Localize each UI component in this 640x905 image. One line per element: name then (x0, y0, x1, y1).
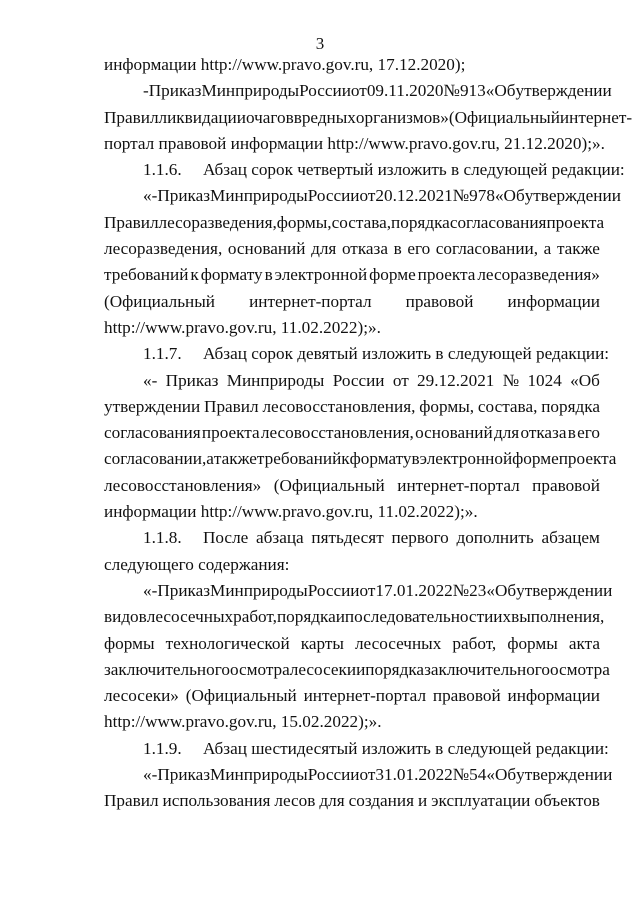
line-text: http://www.pravo.gov.ru, 15.02.2022);». (104, 712, 382, 732)
line-text: Правил использования лесов для создания и эксплуатации объектов (104, 791, 600, 811)
line-text: «- Приказ Минприроды России от 17.01.2022 № 23 «Об утверждении (143, 580, 613, 600)
line-text: http://www.pravo.gov.ru, 11.02.2022);». (104, 317, 381, 337)
text-line (104, 52, 600, 78)
section-number: 1.1.6. (143, 160, 182, 180)
text-line (104, 473, 600, 499)
text-line (104, 78, 612, 104)
text-line (104, 578, 613, 604)
text-line (104, 604, 605, 630)
line-text: «- Приказ Минприроды России от 29.12.2021 № 1024 «Об (143, 370, 600, 390)
section-number: 1.1.7. (143, 344, 182, 364)
line-text: Правил лесоразведения, формы, состава, порядка согласования проекта (104, 212, 605, 232)
line-text: После абзаца пятьдесят первого дополнить абзацем (203, 528, 600, 548)
line-text: Абзац сорок четвертый изложить в следующей редакции: (203, 160, 625, 180)
line-text: Абзац шестидесятый изложить в следующей редакции: (203, 738, 609, 758)
text-line (104, 131, 605, 157)
line-text: лесосеки» (Официальный интернет-портал правовой информации (104, 686, 600, 706)
section-heading-line (104, 341, 610, 367)
line-text: «- Приказ Минприроды России от 31.01.2022 № 54 «Об утверждении (143, 765, 613, 785)
text-line (104, 183, 621, 209)
line-text: (Официальный интернет-портал правовой информации (104, 291, 600, 311)
document-body (104, 52, 633, 815)
text-line (104, 394, 600, 420)
text-line (104, 315, 600, 341)
line-text: портал правовой информации http://www.pravo.gov.ru, 21.12.2020);». (104, 133, 605, 153)
text-line (104, 762, 613, 788)
text-line (104, 262, 600, 288)
line-text: согласовании, а также требований к формату в электронной форме проекта (104, 449, 617, 469)
text-line (104, 289, 600, 315)
line-text: лесовосстановления» (Официальный интернет-портал правовой (104, 475, 600, 495)
text-line (104, 788, 600, 814)
text-line (104, 499, 600, 525)
line-text: утверждении Правил лесовосстановления, формы, состава, порядка (104, 396, 600, 416)
line-text: требований к формату в электронной форме проекта лесоразведения» (104, 265, 600, 285)
section-heading-line (104, 525, 600, 551)
line-text: видов лесосечных работ, порядка и последовательности их выполнения, (104, 607, 605, 627)
line-text: Правил ликвидации очагов вредных организмов» (Официальный интернет- (104, 107, 633, 127)
section-heading-line (104, 157, 625, 183)
section-heading-line (104, 736, 609, 762)
text-line (104, 552, 600, 578)
text-line (104, 709, 600, 735)
text-line (104, 368, 600, 394)
section-number: 1.1.9. (143, 738, 182, 758)
page-number: 3 (315, 34, 325, 53)
line-text: информации http://www.pravo.gov.ru, 11.02.2022);». (104, 502, 478, 522)
text-line (104, 683, 600, 709)
line-text: - Приказ Минприроды России от 09.11.2020 № 913 «Об утверждении (143, 81, 612, 101)
line-text: формы технологической карты лесосечных работ, формы акта (104, 633, 600, 653)
text-line (104, 446, 617, 472)
line-text: согласования проекта лесовосстановления, оснований для отказа в его (104, 423, 600, 443)
line-text: лесоразведения, оснований для отказа в его согласовании, а также (104, 239, 600, 259)
line-text: Абзац сорок девятый изложить в следующей редакции: (203, 344, 610, 364)
text-line (104, 210, 605, 236)
text-line (104, 236, 600, 262)
text-line (104, 657, 610, 683)
text-line (104, 420, 600, 446)
line-text: следующего содержания: (104, 554, 290, 574)
text-line (104, 105, 633, 131)
section-number: 1.1.8. (143, 528, 182, 548)
line-text: информации http://www.pravo.gov.ru, 17.12.2020); (104, 55, 466, 74)
text-line (104, 631, 600, 657)
line-text: заключительного осмотра лесосеки и порядка заключительного осмотра (104, 659, 610, 679)
line-text: «- Приказ Минприроды России от 20.12.2021 № 978 «Об утверждении (143, 186, 621, 206)
